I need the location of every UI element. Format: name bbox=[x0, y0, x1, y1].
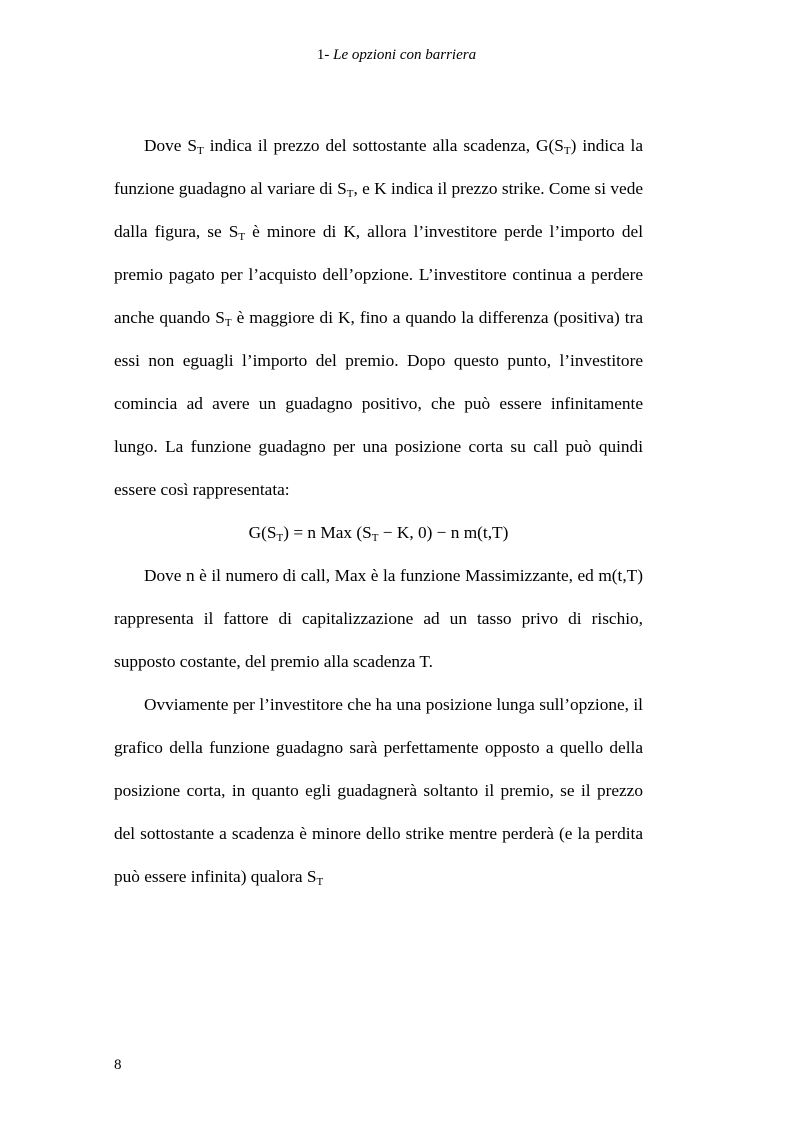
formula-part: G(S bbox=[248, 523, 277, 542]
subscript: T bbox=[563, 145, 571, 157]
paragraph-2: Dove n è il numero di call, Max è la funzione Massimizzante, ed m(t,T) rappresenta il fattore di capitalizzazione ad un tasso privo di rischio, supposto costante, del premio alla scadenza T. bbox=[114, 566, 643, 671]
formula bbox=[114, 511, 643, 554]
subscript: T bbox=[238, 231, 246, 243]
text-run: ) indica la funzione guadagno al variare di S bbox=[114, 136, 643, 198]
paragraph-1 bbox=[114, 124, 643, 511]
paragraph-3 bbox=[114, 683, 643, 898]
subscript: T bbox=[224, 317, 232, 329]
text-run: , e K indica il prezzo strike. Come si vede dalla figura, se S bbox=[114, 179, 643, 241]
formula-part: ) = n Max (S bbox=[283, 523, 372, 542]
subscript: T bbox=[316, 876, 324, 888]
text-run: è minore di K, allora l’investitore perde l’importo del premio pagato per l’acquisto dell’opzione. L’investitore continua a perdere anche quando S bbox=[114, 222, 643, 327]
body-text bbox=[114, 124, 643, 898]
text-run: Ovviamente per l’investitore che ha una posizione lunga sull’opzione, il grafico della funzione guadagno sarà perfettamente opposto a quello della posizione corta, in quanto egli guadagnerà soltanto il premio, se il prezzo del sottostante a scadenza è minore dello strike mentre perderà (e la perdita può essere infinita) qualora S bbox=[114, 695, 643, 886]
subscript: T bbox=[346, 188, 354, 200]
chapter-number: 1- bbox=[316, 47, 330, 63]
chapter-title: Le opzioni con barriera bbox=[333, 47, 477, 63]
running-header bbox=[0, 47, 793, 64]
text-run: Dove S bbox=[144, 136, 198, 155]
text-run: è maggiore di K, fino a quando la differenza (positiva) tra essi non eguagli l’importo del premio. Dopo questo punto, l’investitore comincia ad avere un guadagno positivo, che può essere infinitamente lungo. La funzione guadagno per una posizione corta su call può quindi essere così rappresentata: bbox=[114, 308, 643, 499]
text-run: indica il prezzo del sottostante alla scadenza, G(S bbox=[203, 136, 564, 155]
subscript: T bbox=[197, 145, 204, 157]
formula-part: − K, 0) − n m(t,T) bbox=[378, 523, 509, 542]
subscript: T bbox=[276, 532, 284, 544]
subscript: T bbox=[371, 532, 379, 544]
page-number: 8 bbox=[114, 1057, 122, 1073]
